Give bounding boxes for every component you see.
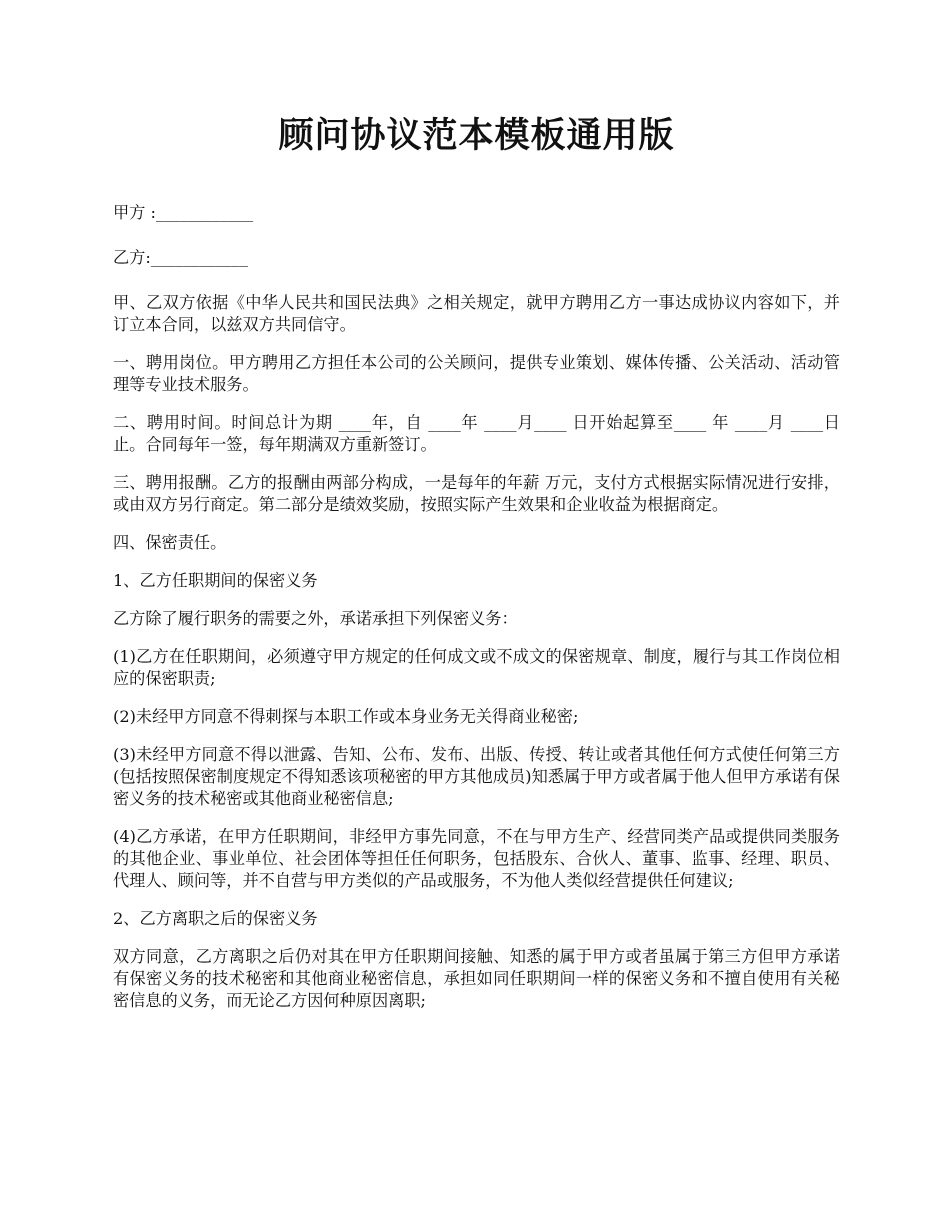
obligation-item-1: (1)乙方在任职期间，必须遵守甲方规定的任何成文或不成文的保密规章、制度，履行与其工作岗位相应的保密职责; [113, 647, 840, 688]
obligations-intro: 乙方除了履行职务的需要之外，承诺承担下列保密义务： [113, 609, 518, 628]
document-title: 顾问协议范本模板通用版 [278, 115, 675, 156]
obligation-item-2: (2)未经甲方同意不得刺探与本职工作或本身业务无关得商业秘密; [113, 707, 579, 726]
post-employment-paragraph: 双方同意，乙方离职之后仍对其在甲方任职期间接触、知悉的属于甲方或者虽属于第三方但甲方承诺有保密义务的技术秘密和其他商业秘密信息，承担如同任职期间一样的保密义务和不擅自使用有关秘密信息的义务，而无论乙方因何种原因离职; [113, 947, 840, 1010]
document-page [113, 108, 840, 1028]
obligation-item-4: (4)乙方承诺，在甲方任职期间，非经甲方事先同意，不在与甲方生产、经营同类产品或提供同类服务的其他企业、事业单位、社会团体等担任任何职务，包括股东、合伙人、董事、监事、经理、职员、代理人、顾问等，并不自营与甲方类似的产品或服务，不为他人类似经营提供任何建议; [113, 827, 840, 890]
obligation-item-3: (3)未经甲方同意不得以泄露、告知、公布、发布、出版、传授、转让或者其他任何方式使任何第三方(包括按照保密制度规定不得知悉该项秘密的甲方其他成员)知悉属于甲方或者属于他人但甲方承诺有保密义务的技术秘密或其他商业秘密信息; [113, 745, 840, 808]
party-a-line: 甲方 :____________ [113, 203, 254, 222]
subsection-during-employment: 1、乙方任职期间的保密义务 [113, 571, 318, 590]
party-b-line: 乙方:____________ [113, 248, 248, 267]
preamble-paragraph: 甲、乙双方依据《中华人民共和国民法典》之相关规定，就甲方聘用乙方一事达成协议内容如下，并订立本合同，以兹双方共同信守。 [113, 293, 840, 334]
clause-confidentiality-heading: 四、保密责任。 [113, 533, 227, 552]
subsection-after-employment: 2、乙方离职之后的保密义务 [113, 909, 318, 928]
clause-remuneration: 三、聘用报酬。乙方的报酬由两部分构成，一是每年的年薪 万元，支付方式根据实际情况进行安排，或由双方另行商定。第二部分是绩效奖励，按照实际产生效果和企业收益为根据商定。 [113, 473, 840, 514]
clause-position: 一、聘用岗位。甲方聘用乙方担任本公司的公关顾问，提供专业策划、媒体传播、公关活动、活动管理等专业技术服务。 [113, 353, 840, 394]
clause-term: 二、聘用时间。时间总计为期 ____年，自 ____年 ____月____ 日开始起算至____ 年 ____月 ____日止。合同每年一签，每年期满双方重新签订。 [113, 413, 840, 454]
